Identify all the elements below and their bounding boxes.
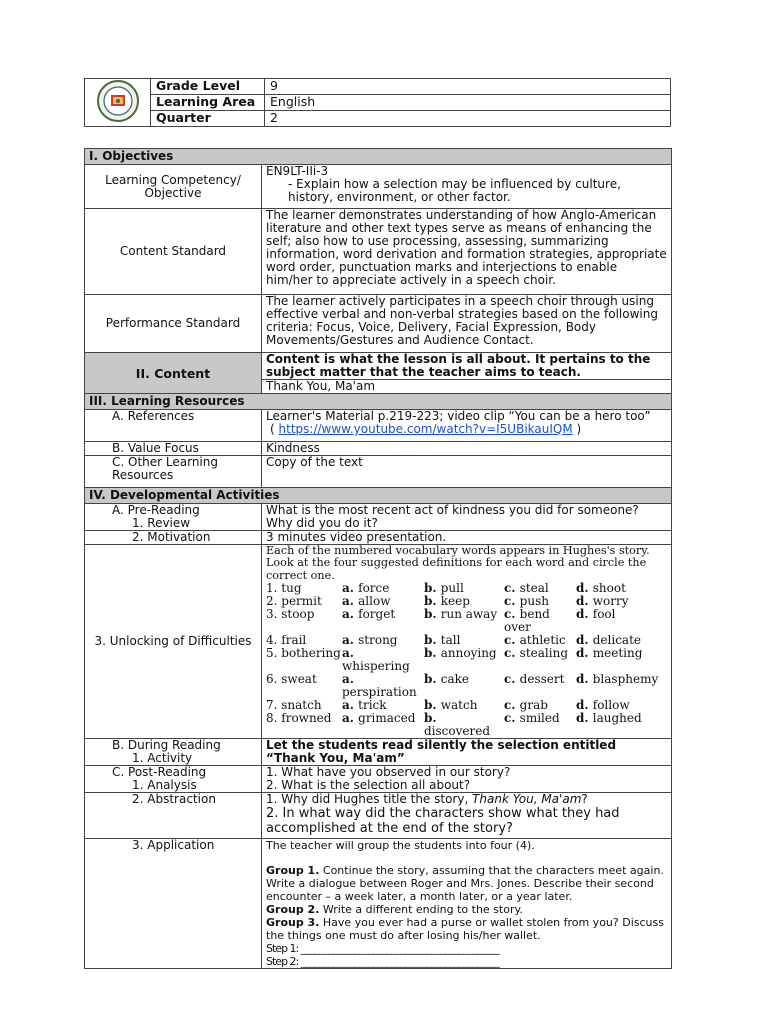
post-reading-cell <box>85 766 262 793</box>
grade-level-value: 9 <box>265 79 671 95</box>
group2-label: Group 2. <box>266 903 320 917</box>
abstraction-cell <box>262 793 672 839</box>
abstraction-label: 2. Abstraction <box>85 793 262 839</box>
option-text: steal <box>519 581 549 596</box>
vocab-option-d <box>576 608 667 634</box>
value-focus-text: Kindness <box>262 442 672 456</box>
option-letter: a. <box>342 698 359 713</box>
option-text: smiled <box>519 711 560 726</box>
pre-reading-label: A. Pre-Reading <box>112 503 200 517</box>
unlocking-intro: Each of the numbered vocabulary words appears in Hughes's story. Look at the four suggested definitions for each word and circle the correct one. <box>266 544 650 582</box>
analysis-label: 1. Analysis <box>132 778 197 793</box>
option-text: watch <box>440 698 478 713</box>
option-letter: a. <box>342 633 359 648</box>
quarter-label: Quarter <box>151 111 265 127</box>
vocab-word <box>266 647 342 673</box>
option-text: pull <box>440 581 464 596</box>
group2-text: Write a different ending to the story. <box>322 903 523 917</box>
option-text: whispering <box>342 659 410 674</box>
competency-label: Learning Competency/ Objective <box>85 165 262 209</box>
option-text: run away <box>440 607 498 622</box>
option-letter: b. <box>424 594 441 609</box>
review-label: 1. Review <box>132 516 191 530</box>
section-resources: III. Learning Resources <box>85 394 672 410</box>
grade-level-label: Grade Level <box>151 79 265 95</box>
option-letter: d. <box>576 646 593 661</box>
abstraction-q2: 2. In what way did the characters show what they had accomplished at the end of the story? <box>266 806 620 837</box>
references-paren-open: ( <box>270 422 275 436</box>
option-letter: b. <box>424 646 441 661</box>
option-letter: c. <box>504 672 520 687</box>
quarter-value: 2 <box>265 111 671 127</box>
option-letter: d. <box>576 698 593 713</box>
vocab-word <box>266 673 342 699</box>
group3-text: Have you ever had a purse or wallet stolen from you? Discuss the things one must do after losing his/her wallet. <box>266 916 664 943</box>
option-text: tall <box>440 633 461 648</box>
option-text: fool <box>592 607 616 622</box>
option-letter: d. <box>576 607 593 622</box>
option-letter: d. <box>576 672 593 687</box>
vocab-option-b <box>424 608 504 634</box>
word-text: 1. tug <box>266 581 302 596</box>
option-text: cake <box>440 672 469 687</box>
option-letter: c. <box>504 711 520 726</box>
during-reading-cell <box>85 739 262 766</box>
option-letter: b. <box>424 633 441 648</box>
option-letter: b. <box>424 698 441 713</box>
application-label: 3. Application <box>85 839 262 969</box>
option-text: worry <box>592 594 629 609</box>
vocab-option-c <box>504 647 576 673</box>
option-text: perspiration <box>342 685 417 700</box>
option-text: keep <box>440 594 470 609</box>
option-letter: c. <box>504 581 520 596</box>
option-letter: a. <box>342 711 359 726</box>
option-letter: a. <box>342 581 359 596</box>
option-text: strong <box>358 633 398 648</box>
option-text: annoying <box>440 646 497 661</box>
option-letter: a. <box>342 594 359 609</box>
pre-reading-cell <box>85 504 262 531</box>
vocab-row <box>266 647 667 673</box>
vocab-option-c <box>504 712 576 738</box>
youtube-link[interactable]: https://www.youtube.com/watch?v=I5UBikauIQM <box>278 422 573 436</box>
option-letter: d. <box>576 594 593 609</box>
word-text: 3. stoop <box>266 607 315 622</box>
option-text: trick <box>358 698 387 713</box>
option-letter: d. <box>576 711 593 726</box>
competency-code: EN9LT-IIi-3 <box>266 164 329 178</box>
option-letter: c. <box>504 698 520 713</box>
header-table <box>84 78 671 127</box>
group2 <box>266 903 667 916</box>
option-text: stealing <box>519 646 568 661</box>
abstraction-q1-title: Thank You, Ma'am <box>472 792 582 807</box>
group1 <box>266 864 667 903</box>
option-letter: d. <box>576 633 593 648</box>
option-letter: c. <box>504 633 520 648</box>
content-note: Content is what the lesson is all about. It pertains to the subject matter that the teacher aims to teach. <box>262 353 672 380</box>
abstraction-q1-pre: 1. Why did Hughes title the story, <box>266 792 473 807</box>
analysis-q1: 1. What have you observed in our story? <box>266 765 511 780</box>
section-objectives: I. Objectives <box>85 149 672 165</box>
option-text: push <box>519 594 549 609</box>
option-letter: a. <box>342 672 354 687</box>
abstraction-q1-post: ? <box>581 792 588 807</box>
other-resources-label: C. Other Learning Resources <box>85 456 262 488</box>
vocab-option-c <box>504 608 576 634</box>
option-letter: a. <box>342 646 354 661</box>
activity-text: Let the students read silently the selection entitled “Thank You, Ma'am” <box>262 739 672 766</box>
option-text: athletic <box>519 633 566 648</box>
performance-standard-text: The learner actively participates in a speech choir through using effective verbal and non-verbal strategies based on the following criteria: Focus, Voice, Delivery, Facial Expression, Body Movements/Gestures and Audience Contact. <box>262 295 672 353</box>
option-text: follow <box>592 698 630 713</box>
content-title: Thank You, Ma'am <box>262 380 672 394</box>
vocab-option-b <box>424 712 504 738</box>
vocab-option-a <box>342 673 424 699</box>
vocab-option-d <box>576 712 667 738</box>
group3-label: Group 3. <box>266 916 320 930</box>
option-letter: b. <box>424 711 437 726</box>
option-text: shoot <box>592 581 626 596</box>
step1-line: Step 1: ____________________________________________ <box>266 942 499 956</box>
word-text: 8. frowned <box>266 711 332 726</box>
vocab-option-c <box>504 673 576 699</box>
option-letter: b. <box>424 607 441 622</box>
group3 <box>266 916 667 942</box>
vocab-option-d <box>576 673 667 699</box>
performance-standard-label: Performance Standard <box>85 295 262 353</box>
vocab-option-a <box>342 712 424 738</box>
during-reading-label: B. During Reading <box>112 738 221 753</box>
option-text: force <box>358 581 390 596</box>
learning-area-label: Learning Area <box>151 95 265 111</box>
vocab-row <box>266 608 667 634</box>
option-text: bend over <box>504 607 550 635</box>
school-seal-icon <box>89 79 147 123</box>
references-text: Learner's Material p.219-223; video clip “You can be a hero too” <box>266 409 651 423</box>
section-content: II. Content <box>85 353 262 394</box>
post-reading-label: C. Post-Reading <box>112 765 207 780</box>
word-text: 2. permit <box>266 594 322 609</box>
vocab-option-b <box>424 647 504 673</box>
option-letter: a. <box>342 607 359 622</box>
application-cell <box>262 839 672 969</box>
references-paren-close: ) <box>576 422 582 436</box>
word-text: 5. bothering <box>266 646 341 661</box>
word-text: 7. snatch <box>266 698 322 713</box>
activity-label: 1. Activity <box>132 751 193 766</box>
option-text: grab <box>519 698 548 713</box>
analysis-q2: 2. What is the selection all about? <box>266 778 471 793</box>
unlocking-cell <box>262 545 672 739</box>
option-letter: c. <box>504 594 520 609</box>
group1-text: Continue the story, assuming that the characters meet again. Write a dialogue between Roger and Mrs. Jones. Describe their second encounter – a week later, a month later, or a year later. <box>266 864 664 904</box>
vocab-option-a <box>342 608 424 634</box>
application-intro: The teacher will group the students into four (4). <box>266 839 535 853</box>
analysis-cell <box>262 766 672 793</box>
option-text: forget <box>358 607 396 622</box>
option-letter: b. <box>424 581 441 596</box>
review-text: What is the most recent act of kindness you did for someone? Why did you do it? <box>262 504 672 531</box>
learning-area-value: English <box>265 95 671 111</box>
other-resources-text: Copy of the text <box>262 456 672 488</box>
option-letter: b. <box>424 672 441 687</box>
word-text: 6. sweat <box>266 672 317 687</box>
vocab-option-a <box>342 634 424 647</box>
option-text: laughed <box>592 711 642 726</box>
vocab-row <box>266 673 667 699</box>
option-letter: c. <box>504 607 520 622</box>
group1-label: Group 1. <box>266 864 320 878</box>
section-activities: IV. Developmental Activities <box>85 488 672 504</box>
lesson-plan-table <box>84 148 672 969</box>
school-seal <box>85 79 151 127</box>
vocab-option-d <box>576 647 667 673</box>
content-standard-label: Content Standard <box>85 209 262 295</box>
references-label: A. References <box>85 410 262 442</box>
option-letter: d. <box>576 581 593 596</box>
word-text: 4. frail <box>266 633 307 648</box>
option-text: blasphemy <box>592 672 659 687</box>
vocabulary-list <box>266 582 667 738</box>
option-text: discovered <box>424 724 491 739</box>
value-focus-label: B. Value Focus <box>85 442 262 456</box>
motivation-label: 2. Motivation <box>85 531 262 545</box>
option-text: allow <box>358 594 391 609</box>
option-text: meeting <box>592 646 643 661</box>
option-text: delicate <box>592 633 642 648</box>
vocab-word <box>266 608 342 634</box>
content-standard-text: The learner demonstrates understanding of how Anglo-American literature and other text types serve as means of enhancing the self; also how to use processing, assessing, summarizing information, word derivation and formation strategies, appropriate word order, punctuation marks and interjections to enable him/her to appreciate actively in a speech choir. <box>262 209 672 295</box>
vocab-option-b <box>424 673 504 699</box>
step2-line: Step 2: ____________________________________________ <box>266 955 499 969</box>
option-letter: c. <box>504 646 520 661</box>
competency-text: - Explain how a selection may be influenced by culture, history, environment, or other factor. <box>288 177 621 204</box>
vocab-option-a <box>342 647 424 673</box>
references-cell <box>262 410 672 442</box>
vocab-row <box>266 712 667 738</box>
motivation-text: 3 minutes video presentation. <box>262 531 672 545</box>
competency-cell <box>262 165 672 209</box>
option-text: dessert <box>519 672 565 687</box>
vocab-word <box>266 712 342 738</box>
option-text: grimaced <box>358 711 416 726</box>
unlocking-label: 3. Unlocking of Difficulties <box>85 545 262 739</box>
